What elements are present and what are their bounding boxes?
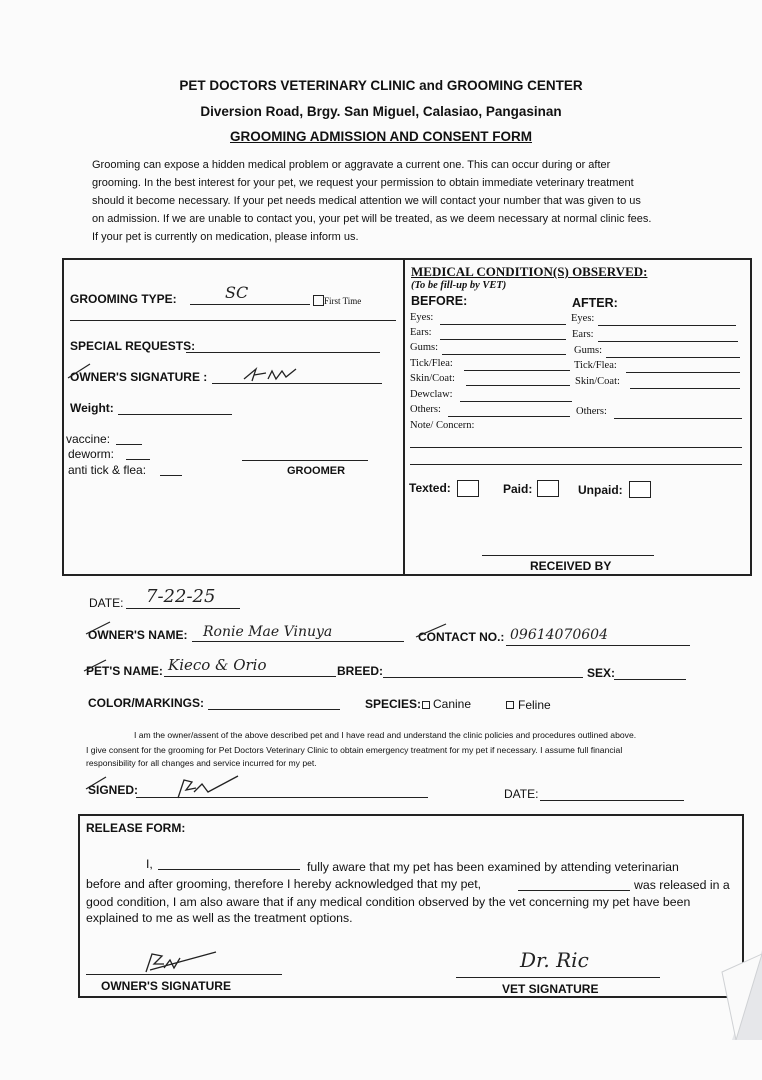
- date-value: 7-22-25: [146, 586, 216, 607]
- grooming-extra-line[interactable]: [70, 320, 396, 321]
- release-title: RELEASE FORM:: [86, 821, 186, 835]
- vaccine-line[interactable]: [116, 444, 142, 445]
- species-label: SPECIES:: [365, 697, 422, 711]
- form-title: GROOMING ADMISSION AND CONSENT FORM: [230, 129, 532, 144]
- deworm-label: deworm:: [68, 447, 115, 461]
- pet-name-label: PET'S NAME:: [86, 664, 163, 678]
- groomer-line[interactable]: [242, 460, 368, 461]
- checkmark-icon: [84, 620, 114, 638]
- release-name-line[interactable]: [158, 869, 300, 870]
- vaccine-label: vaccine:: [66, 432, 111, 446]
- owner-signature-label: OWNER'S SIGNATURE :: [70, 370, 208, 384]
- after-others-line[interactable]: [614, 418, 742, 419]
- before-eyes: Eyes:: [410, 312, 434, 323]
- after-eyes: Eyes:: [571, 313, 595, 324]
- owner-release-signature-scribble: [140, 948, 220, 976]
- intro-line-2: grooming. In the best interest for your pet, we request your permission to obtain immediate veterinary treatment: [92, 177, 634, 189]
- color-markings-line[interactable]: [208, 709, 340, 710]
- special-requests-label: SPECIAL REQUESTS:: [70, 339, 196, 353]
- unpaid-checkbox[interactable]: [629, 481, 651, 498]
- signed-date-label: DATE:: [504, 787, 539, 801]
- anti-tick-label: anti tick & flea:: [68, 463, 147, 477]
- before-dewclaw-line[interactable]: [460, 401, 572, 402]
- before-eyes-line[interactable]: [440, 324, 566, 325]
- release-line-2b: was released in a: [634, 878, 730, 892]
- checkmark-icon: [82, 657, 110, 675]
- after-gums: Gums:: [574, 345, 603, 356]
- after-others: Others:: [576, 406, 607, 417]
- clinic-name: PET DOCTORS VETERINARY CLINIC and GROOMING CENTER: [179, 78, 583, 93]
- intro-line-5: If your pet is currently on medication, please inform us.: [92, 231, 359, 243]
- special-requests-line[interactable]: [186, 352, 380, 353]
- before-tick-line[interactable]: [464, 370, 570, 371]
- after-ears: Ears:: [572, 329, 594, 340]
- note-line-2[interactable]: [410, 464, 742, 465]
- contact-label: CONTACT NO.:: [418, 630, 505, 644]
- grooming-type-label: GROOMING TYPE:: [70, 292, 177, 306]
- contact-line[interactable]: [506, 645, 690, 646]
- before-heading: BEFORE:: [411, 294, 468, 308]
- breed-label: BREED:: [337, 664, 384, 678]
- feline-checkbox[interactable]: [506, 701, 514, 709]
- before-dewclaw: Dewclaw:: [410, 389, 453, 400]
- consent-line-1: I am the owner/assent of the above described pet and I have read and understand the clinic policies and procedures outlined above.: [134, 730, 637, 740]
- after-tick-line[interactable]: [626, 372, 740, 373]
- medical-subtitle: (To be fill-up by VET): [411, 280, 507, 291]
- signed-label: SIGNED:: [88, 783, 139, 797]
- after-eyes-line[interactable]: [598, 325, 736, 326]
- texted-label: Texted:: [409, 481, 451, 495]
- checkmark-icon: [84, 775, 110, 793]
- medical-title: MEDICAL CONDITION(S) OBSERVED:: [411, 264, 648, 279]
- before-skin: Skin/Coat:: [410, 373, 455, 384]
- before-others: Others:: [410, 404, 441, 415]
- paid-label: Paid:: [503, 482, 533, 496]
- clinic-address: Diversion Road, Brgy. San Miguel, Calasiao, Pangasinan: [200, 104, 562, 119]
- release-line-2a: before and after grooming, therefore I hereby acknowledged that my pet,: [86, 877, 482, 891]
- owner-release-signature-label: OWNER'S SIGNATURE: [101, 979, 231, 993]
- grooming-type-line[interactable]: [190, 304, 310, 305]
- anti-tick-line[interactable]: [160, 475, 182, 476]
- signed-signature-scribble: [172, 772, 244, 802]
- owner-name-label: OWNER'S NAME:: [88, 628, 188, 642]
- first-time-label: First Time: [324, 296, 362, 306]
- after-ears-line[interactable]: [598, 341, 738, 342]
- before-others-line[interactable]: [448, 416, 570, 417]
- vet-signature-label: VET SIGNATURE: [502, 982, 599, 996]
- intro-line-4: on admission. If we are unable to contact you, your pet will be treated, as we deem necessary at normal clinic fees.: [92, 213, 652, 225]
- checkmark-icon: [414, 622, 450, 640]
- canine-label: Canine: [433, 697, 472, 711]
- color-markings-label: COLOR/MARKINGS:: [88, 696, 204, 710]
- weight-line[interactable]: [118, 414, 232, 415]
- note-concern-label: Note/ Concern:: [410, 420, 475, 431]
- box-divider: [403, 260, 405, 574]
- grooming-type-value: SC: [225, 283, 249, 302]
- texted-checkbox[interactable]: [457, 480, 479, 497]
- consent-line-3: responsibility for all changes and service incurred for my pet.: [86, 758, 317, 768]
- before-tick: Tick/Flea:: [410, 358, 453, 369]
- owner-name-value: Ronie Mae Vinuya: [203, 624, 333, 640]
- after-tick: Tick/Flea:: [574, 360, 617, 371]
- after-heading: AFTER:: [572, 296, 618, 310]
- sex-label: SEX:: [587, 666, 616, 680]
- owner-signature-scribble: [240, 363, 300, 385]
- pet-name-line[interactable]: [164, 676, 336, 677]
- owner-name-line[interactable]: [192, 641, 404, 642]
- owner-release-signature-line[interactable]: [86, 974, 282, 975]
- before-ears: Ears:: [410, 327, 432, 338]
- before-gums-line[interactable]: [442, 354, 566, 355]
- feline-label: Feline: [518, 698, 551, 712]
- after-skin-line[interactable]: [630, 388, 740, 389]
- intro-line-1: Grooming can expose a hidden medical problem or aggravate a current one. This can occur during or after: [92, 159, 611, 171]
- intro-line-3: should it become necessary. If your pet needs medical attention we will contact your number that was given to us: [92, 195, 641, 207]
- after-skin: Skin/Coat:: [575, 376, 620, 387]
- date-label: DATE:: [89, 596, 124, 610]
- signed-date-line[interactable]: [540, 800, 684, 801]
- paid-checkbox[interactable]: [537, 480, 559, 497]
- unpaid-label: Unpaid:: [578, 483, 623, 497]
- vet-signature-line[interactable]: [456, 977, 660, 978]
- note-line-1[interactable]: [410, 447, 742, 448]
- release-pet-line[interactable]: [518, 890, 630, 891]
- checkmark-icon: [64, 362, 94, 382]
- before-gums: Gums:: [410, 342, 439, 353]
- received-by-label: RECEIVED BY: [530, 559, 612, 573]
- canine-checkbox[interactable]: [422, 701, 430, 709]
- before-skin-line[interactable]: [466, 385, 570, 386]
- groomer-label: GROOMER: [287, 465, 346, 477]
- consent-line-2: I give consent for the grooming for Pet Doctors Veterinary Clinic to obtain emergency treatment for my pet if necessary. I assume full financial: [86, 745, 623, 755]
- deworm-line[interactable]: [126, 459, 150, 460]
- release-i-label: I,: [146, 857, 153, 871]
- weight-label: Weight:: [70, 401, 114, 415]
- contact-value: 09614070604: [510, 627, 608, 643]
- received-by-line[interactable]: [482, 555, 654, 556]
- before-ears-line[interactable]: [440, 339, 566, 340]
- first-time-checkbox[interactable]: [313, 295, 324, 306]
- pet-name-value: Kieco & Orio: [168, 656, 267, 674]
- breed-line[interactable]: [383, 677, 583, 678]
- release-line-3: good condition, I am also aware that if any medical condition observed by the vet concerning my pet have been: [86, 895, 691, 909]
- after-gums-line[interactable]: [606, 357, 740, 358]
- release-line-4: explained to me as well as the treatment options.: [86, 911, 353, 925]
- page-fold-corner: [692, 950, 762, 1040]
- sex-line[interactable]: [614, 679, 686, 680]
- vet-signature-value: Dr. Ric: [520, 948, 589, 972]
- release-line-1: fully aware that my pet has been examined by attending veterinarian: [307, 860, 679, 874]
- date-line[interactable]: [126, 608, 240, 609]
